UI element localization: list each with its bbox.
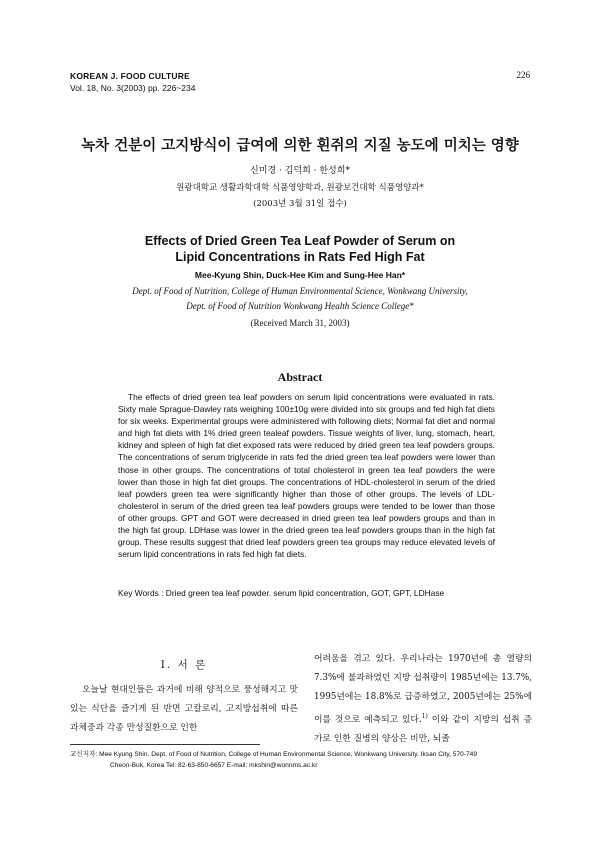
- keywords: [118, 587, 495, 599]
- intro-left-column: 오늘날 현대인들은 과거에 비해 양적으로 풍성해지고 맛있는 식단을 즐기게 된 반면 고칼로리, 고지방섭취에 따른 과체중과 각종 만성질환으로 인한: [70, 685, 298, 733]
- english-authors: Mee-Kyung Shin, Duck-Hee Kim and Sung-Hee Han*: [194, 270, 406, 280]
- english-affiliation-line2: Dept. of Food of Nutrition Wonkwang Health Science College*: [186, 301, 414, 311]
- keywords-list: Dried green tea leaf powder. serum lipid concentration, GOT, GPT, LDHase: [165, 588, 445, 598]
- korean-received: (2003년 3월 31일 접수): [253, 199, 347, 209]
- english-title-line2: Lipid Concentrations in Rats Fed High Fat: [175, 250, 425, 264]
- english-title: [0, 233, 600, 265]
- intro-right-text-2: 이와 같이 지방의 섭취 증가로 인한 질병의 양상은 비만, 뇌졸: [314, 714, 532, 744]
- section-heading-introduction: I. 서 론: [160, 659, 208, 671]
- korean-title: 녹차 건분이 고지방식이 급여에 의한 흰쥐의 지질 농도에 미치는 영향: [81, 138, 519, 154]
- footnote-line1: 교신저자: Mee Kyung Shin. Dept. of Food of Nutrition, College of Human Environmental Science, Wonkwang University. Iksan City, 570-749: [70, 751, 478, 758]
- volume-info: Vol. 18, No. 3(2003) pp. 226~234: [70, 83, 196, 93]
- english-received: (Received March 31, 2003): [250, 318, 350, 328]
- page-number: 226: [516, 70, 530, 80]
- english-title-line1: Effects of Dried Green Tea Leaf Powder of Serum on: [144, 234, 456, 248]
- footnote-line2: Cheon-Buk, Korea Tel: 82-63-850-6657 E-mail: mkshin@wonnms.ac.kr: [110, 762, 318, 769]
- abstract-heading: Abstract: [277, 370, 323, 384]
- intro-right-column: [314, 650, 532, 749]
- intro-right-text-1: 어려움을 겪고 있다. 우리나라는 1970년에 총 열량의 7.3%에 불과하였던 지방 섭취량이 1985년에는 13.7%, 1995년에는 18.8%로 급증하였고, 2005년에는 25%에 이를 것으로 예측되고 있다.: [314, 654, 532, 725]
- korean-affiliation: 원광대학교 생활과학대학 식품영양학과, 원광보건대학 식품영양과*: [176, 183, 424, 193]
- reference-marker: 1): [421, 713, 428, 720]
- footnote-divider: [70, 744, 260, 745]
- abstract-text: The effects of dried green tea leaf powders on serum lipid concentrations were evaluated in rats. Sixty male Sprague-Dawley rats weighing 100±10g were divided into six groups and fed high fat diets for six weeks. Experimental groups were administered with following diets; Normal fat diet and normal and high fat diets with 1% dried green tealeaf powders. Tissue weights of liver, lung, stomach, heart, kidney and spleen of high fat diet exposed rats were reduced by dried green tea leaf powders groups. The concentrations of serum triglyceride in rats fed the dried green tea leaf powders were lower than those in other groups. The concentrations of total cholesterol in green tea leaf powders the were lower than those in high fat diet groups. The concentrations of HDL-cholesterol in serum of the dried leaf powders green tea were significantly higher than those of other groups. The levels of LDL-cholesterol in serum of the dried green tea leaf powders groups were tended to be lower than those of other groups. GPT and GOT were decreased in dried green tea leaf powders groups and than in the high fat group. LDHase was lower in the dried green tea leaf powders groups than in the high fat group. These results suggest that dried leaf powders green tea groups may reduce elevated levels of serum lipid concentrations in rats fed high fat diets.: [118, 392, 495, 560]
- korean-authors: 신미경 · 김덕희 · 한성희*: [250, 166, 350, 176]
- journal-header: [70, 70, 195, 94]
- english-affiliation-line1: Dept. of Food of Nutrition, College of Human Environmental Science, Wonkwang University,: [132, 286, 468, 296]
- keywords-label: Key Words :: [118, 588, 164, 598]
- corresponding-author-footnote: [70, 749, 540, 771]
- journal-name: KOREAN J. FOOD CULTURE: [70, 71, 190, 81]
